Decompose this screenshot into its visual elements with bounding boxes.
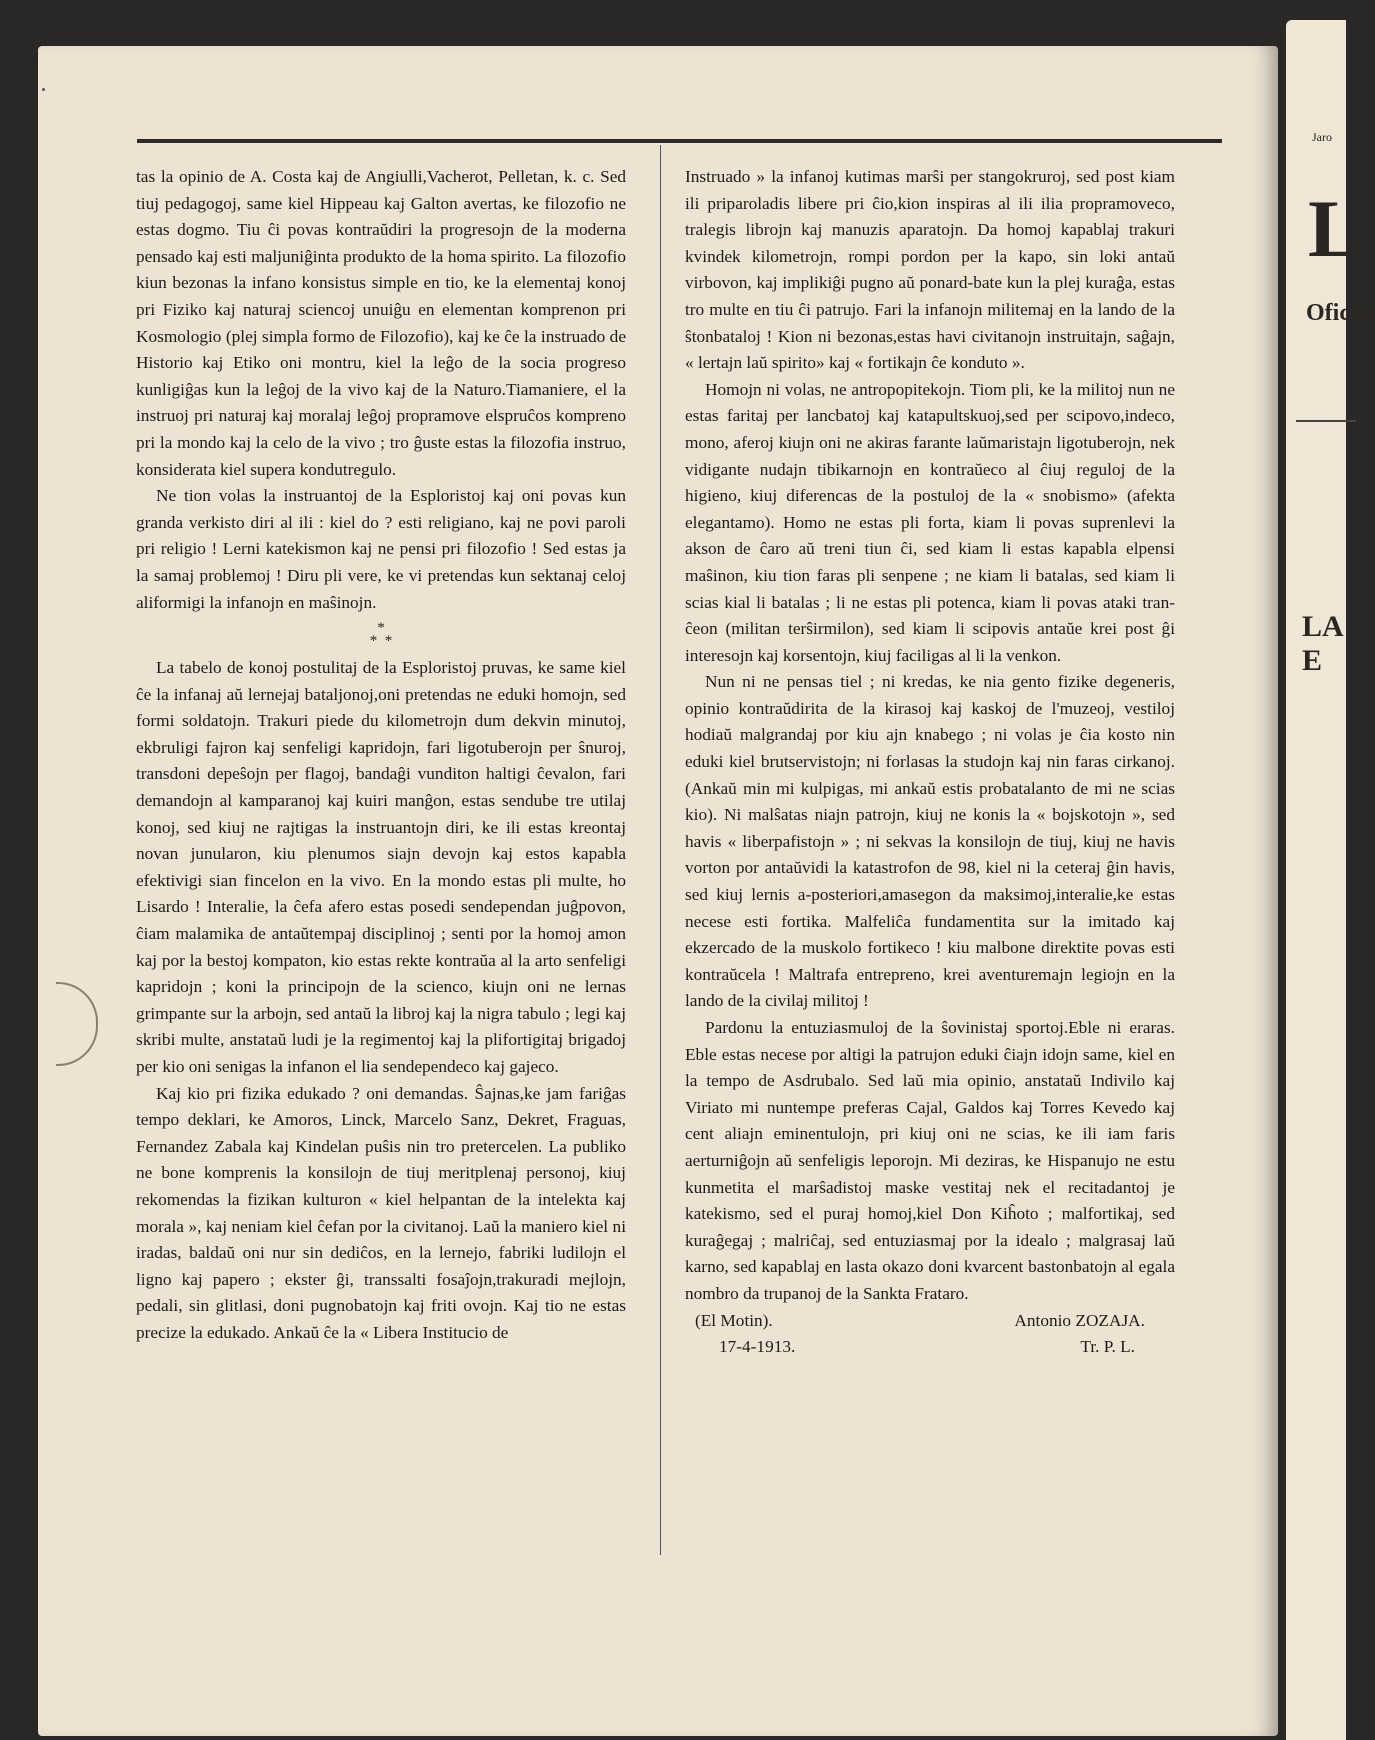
signature-line-2 xyxy=(685,1334,1175,1361)
right-column xyxy=(685,164,1175,1361)
signature-line-1 xyxy=(685,1308,1175,1335)
next-page-rule xyxy=(1296,420,1356,422)
left-paragraph-4: Kaj kio pri fizika edukado ? oni demandas. Ŝajnas,ke jam fariĝas tempo deklari, ke Amoros, Linck, Marcelo Sanz, Dekret, Fraguas, Fernandez Zabala kaj Kindelan puŝis nin tro pretercelen. La publiko ne bone komprenis la konsilojn de tiuj meritplenaj personoj, kiuj rekomendas la fizikan kulturon « kiel helpantan de la intelekta kaj morala », kaj neniam kiel ĉefan por la civitanoj. Laŭ la maniero kiel ni iradas, baldaŭ oni nur sin dediĉos, en la lernejo, fabriki ludilojn el ligno kaj papero ; ekster ĝi, transsalti fosaĵojn,trakuradi mejlojn, pedali, sin glitlasi, doni pugnobatojn kaj friti ovojn. Kaj tio ne estas precize la edukado. Ankaŭ ĉe la « Libera Institucio de xyxy=(136,1083,626,1342)
page-speck xyxy=(42,88,45,91)
next-page-subtitle: Oficial xyxy=(1306,300,1375,326)
right-paragraph-4: Pardonu la entuziasmuloj de la ŝovinistaj sportoj.Eble ni eraras. Eble estas necese por altigi la patrujon eduki ĉiajn idojn same, kiel en la tempo de Asdrubalo. Sed laŭ mia opinio, anstataŭ Indivilo kaj Viriato mi nuntempe preferas Cajal, Galdos kaj Torres Kevedo kaj cent aliajn eminentulojn, pri kiuj oni ne scias, ke ili iam faris aerturniĝojn aŭ senfeligis leporojn. Mi deziras, ke Hispanujo ne estu kunmetita el marŝadistoj maske vestitaj nek el recitadantoj je katekismo, sed el puraj homoj,kiel Don Kiĥoto ; malfortikaj, sed kuraĝegaj ; malriĉaj, sed entuziasmaj por la idealo ; malgrasaj laŭ karno, sed kapablaj en lasta okazo doni kvarcent bastonbatojn al egala nombro da trupanoj de la Sankta Frataro. xyxy=(685,1018,1175,1303)
left-paragraph-3: La tabelo de konoj postulitaj de la Esploristoj pruvas, ke same kiel ĉe la infanaj aŭ lernejaj bataljonoj,oni pretendas ne eduki homojn, sed formi soldatojn. Trakuri piede du kilometrojn dum dekvin minutoj, ekbruligi fajron kaj senfeligi kapridojn, fari ligotuberojn per ŝnuroj, transdoni depeŝojn per flagoj, bandaĝi vunditon haltigi ĉevalon, fari demandojn al kamparanoj kaj kuiri manĝon, estas sendube tre utilaj konoj, sed kiuj ne rajtigas la instruantojn diri, ke ili estas kreontaj novan junularon, kiu plenumos siajn devojn kaj estos kapabla efektivigi sian fincelon en la vivo. En la mondo estas pli multe, ho Lisardo ! Interalie, la ĉefa afero estas posedi sendependan juĝpovon, ĉiam malamika de antaŭtempaj disciplinoj ; senti por la homoj amon kaj por la bestoj kompaton, kio estas rekte kontraŭa al la arto senfeligi kapridojn ; koni la principojn de la scienco, kiujn oni ne lernas grimpante sur la arbojn, sed antaŭ la libroj kaj la nigra tabulo ; legi kaj skribi multe, anstataŭ ludi je la regimentoj kaj la plifortigitaj brigadoj per kio oni senigas la infanon el lia sendependeco kaj gajeco. xyxy=(136,658,626,1076)
next-page-masthead-letter: L xyxy=(1308,183,1363,274)
next-page-heading: LA E xyxy=(1302,610,1343,677)
right-paragraph-1: Instruado » la infanoj kutimas marŝi per stangokruroj, sed post kiam ili priparoladis libere pri ĉio,kion inspiras al ili ilia propramoveco, tralegis librojn kaj manuzis aparatojn. Da homoj kapablaj trakuri kvindek kilometrojn, rompi pordon per la kapo, sin loki antaŭ virbovon, kaj implikiĝi pugno aŭ ponard-bate kun la plej kuraĝa, estas tro multe en tiu ĉi patrujo. Fari la infanojn militemaj en la lando de la ŝtonbataloj ! Kion ni bezonas,estas havi civitanojn instruitajn, saĝajn, « lertajn laŭ spirito» kaj « fortikajn ĉe konduto ». xyxy=(685,167,1175,373)
top-rule-right xyxy=(438,139,1222,143)
left-paragraph-2: Ne tion volas la instruantoj de la Esploristoj kaj oni povas kun granda verkisto diri al ili : kiel do ? esti religiano, kaj ne povi paroli pri religio ! Lerni katekismon kaj ne pensi pri filozofio ! Sed estas ja la samaj problemoj ! Diru pli vere, ke vi pretendas kun sektanaj celoj aliformigi la infanojn en maŝinojn. xyxy=(136,486,626,612)
source-citation: (El Motin). xyxy=(695,1310,773,1330)
top-rule-left xyxy=(137,139,472,143)
article-date: 17-4-1913. xyxy=(719,1337,796,1357)
left-paragraph-1: tas la opinio de A. Costa kaj de Angiulli,Vacherot, Pelletan, k. c. Sed tiuj pedagogoj, same kiel Hippeau kaj Galton avertas, ke filozofio ne estas dogmo. Tiu ĉi povas kontraŭdiri la progresojn de la moderna pensado kaj esti maljuniĝinta produkto de la homa spirito. La filozofio kiun bezonas la infano konsistus simple en tio, ke la elementaj konoj pri Fiziko kaj naturaj sciencoj unuiĝu en elementan komprenon pri Kosmologio (plej simpla formo de Filozofio), kaj ke ĉe la instruado de Historio kaj Etiko oni montru, kiel la leĝo de la socia progreso kunligiĝas kun la leĝoj de la vivo kaj de la Naturo.Tiamaniere, el la instruoj pri naturaj kaj moralaj leĝoj propramove elspruĉos kompreno pri la mondo kaj la celo de la vivo ; tro ĝuste estas la filozofia instruo, konsiderata kiel supera kondutregulo. xyxy=(136,167,626,479)
column-divider xyxy=(660,145,661,1555)
next-page-header: Jaro xyxy=(1312,130,1332,144)
section-separator: * * * xyxy=(369,620,393,650)
right-paragraph-3: Nun ni ne pensas tiel ; ni kredas, ke nia gento fizike degeneris, opinio kontraŭdirita de la kirasoj kaj kaskoj de l'muzeoj, vestiloj hodiaŭ malgrandaj por kiu ajn knabego ; ni volas je ĉia kosto nin eduki kiel brutservistojn; ni forlasas la studojn kaj nin faras cirkanoj. (Ankaŭ min mi kulpigas, mi ankaŭ estis probatalanto de mi ne scias kio). Ni malŝatas niajn patrojn, kiuj ne konis la « bojskotojn », sed havis « liberpafistojn » ; ni sekvas la konsilojn de tiuj, kiuj ne havis vorton por antaŭvidi la katastrofon de 98, kiel ni la ceteraj ĝin havis, sed kiuj lernis a-posteriori,amasegon da maksimoj,interalie,ke estas necese esti fortika. Malfeliĉa fundamentita sur la imitado kaj ekzercado de la muskolo fortikeco ! kiu malbone direktite povas esti kontraŭcela ! Maltrafa entrepreno, krei aventuremajn legiojn en la lando de la civilaj militoj ! xyxy=(685,672,1175,1011)
translator-credit: Tr. P. L. xyxy=(1080,1337,1135,1357)
left-column xyxy=(136,164,626,1347)
author-name: Antonio ZOZAJA. xyxy=(1014,1310,1145,1330)
right-paragraph-2: Homojn ni volas, ne antropopitekojn. Tiom pli, ke la militoj nun ne estas faritaj per lancbatoj kaj katapultskuoj,sed per scipovo,indeco, mono, aferoj kiujn oni ne akiras farante laŭmaristajn ligotuberojn, nek vidigante nudajn tibikarnojn en kontraŭeco al ĉiuj reguloj de la higieno, kiuj diferencas de la postuloj de la « snobismo» (afekta elegantamo). Homo ne estas pli forta, kiam li povas suprenlevi la akson de ĉaro aŭ treni tiun ĉi, sed kiam li estas kapabla elpensi maŝinon, kiu tion faras pli senpene ; ne kiam li batalas, sed kiam li scias kial li batalas ; li ne estas pli potenca, kiam li povas ataki tranĉeon (militan terŝirmilon), sed kiam li scipovis antaŭe krei post ĝi interesojn kaj korsentojn, kiuj faciligas al li la venkon. xyxy=(685,379,1175,665)
next-page-edge xyxy=(1286,20,1375,1740)
